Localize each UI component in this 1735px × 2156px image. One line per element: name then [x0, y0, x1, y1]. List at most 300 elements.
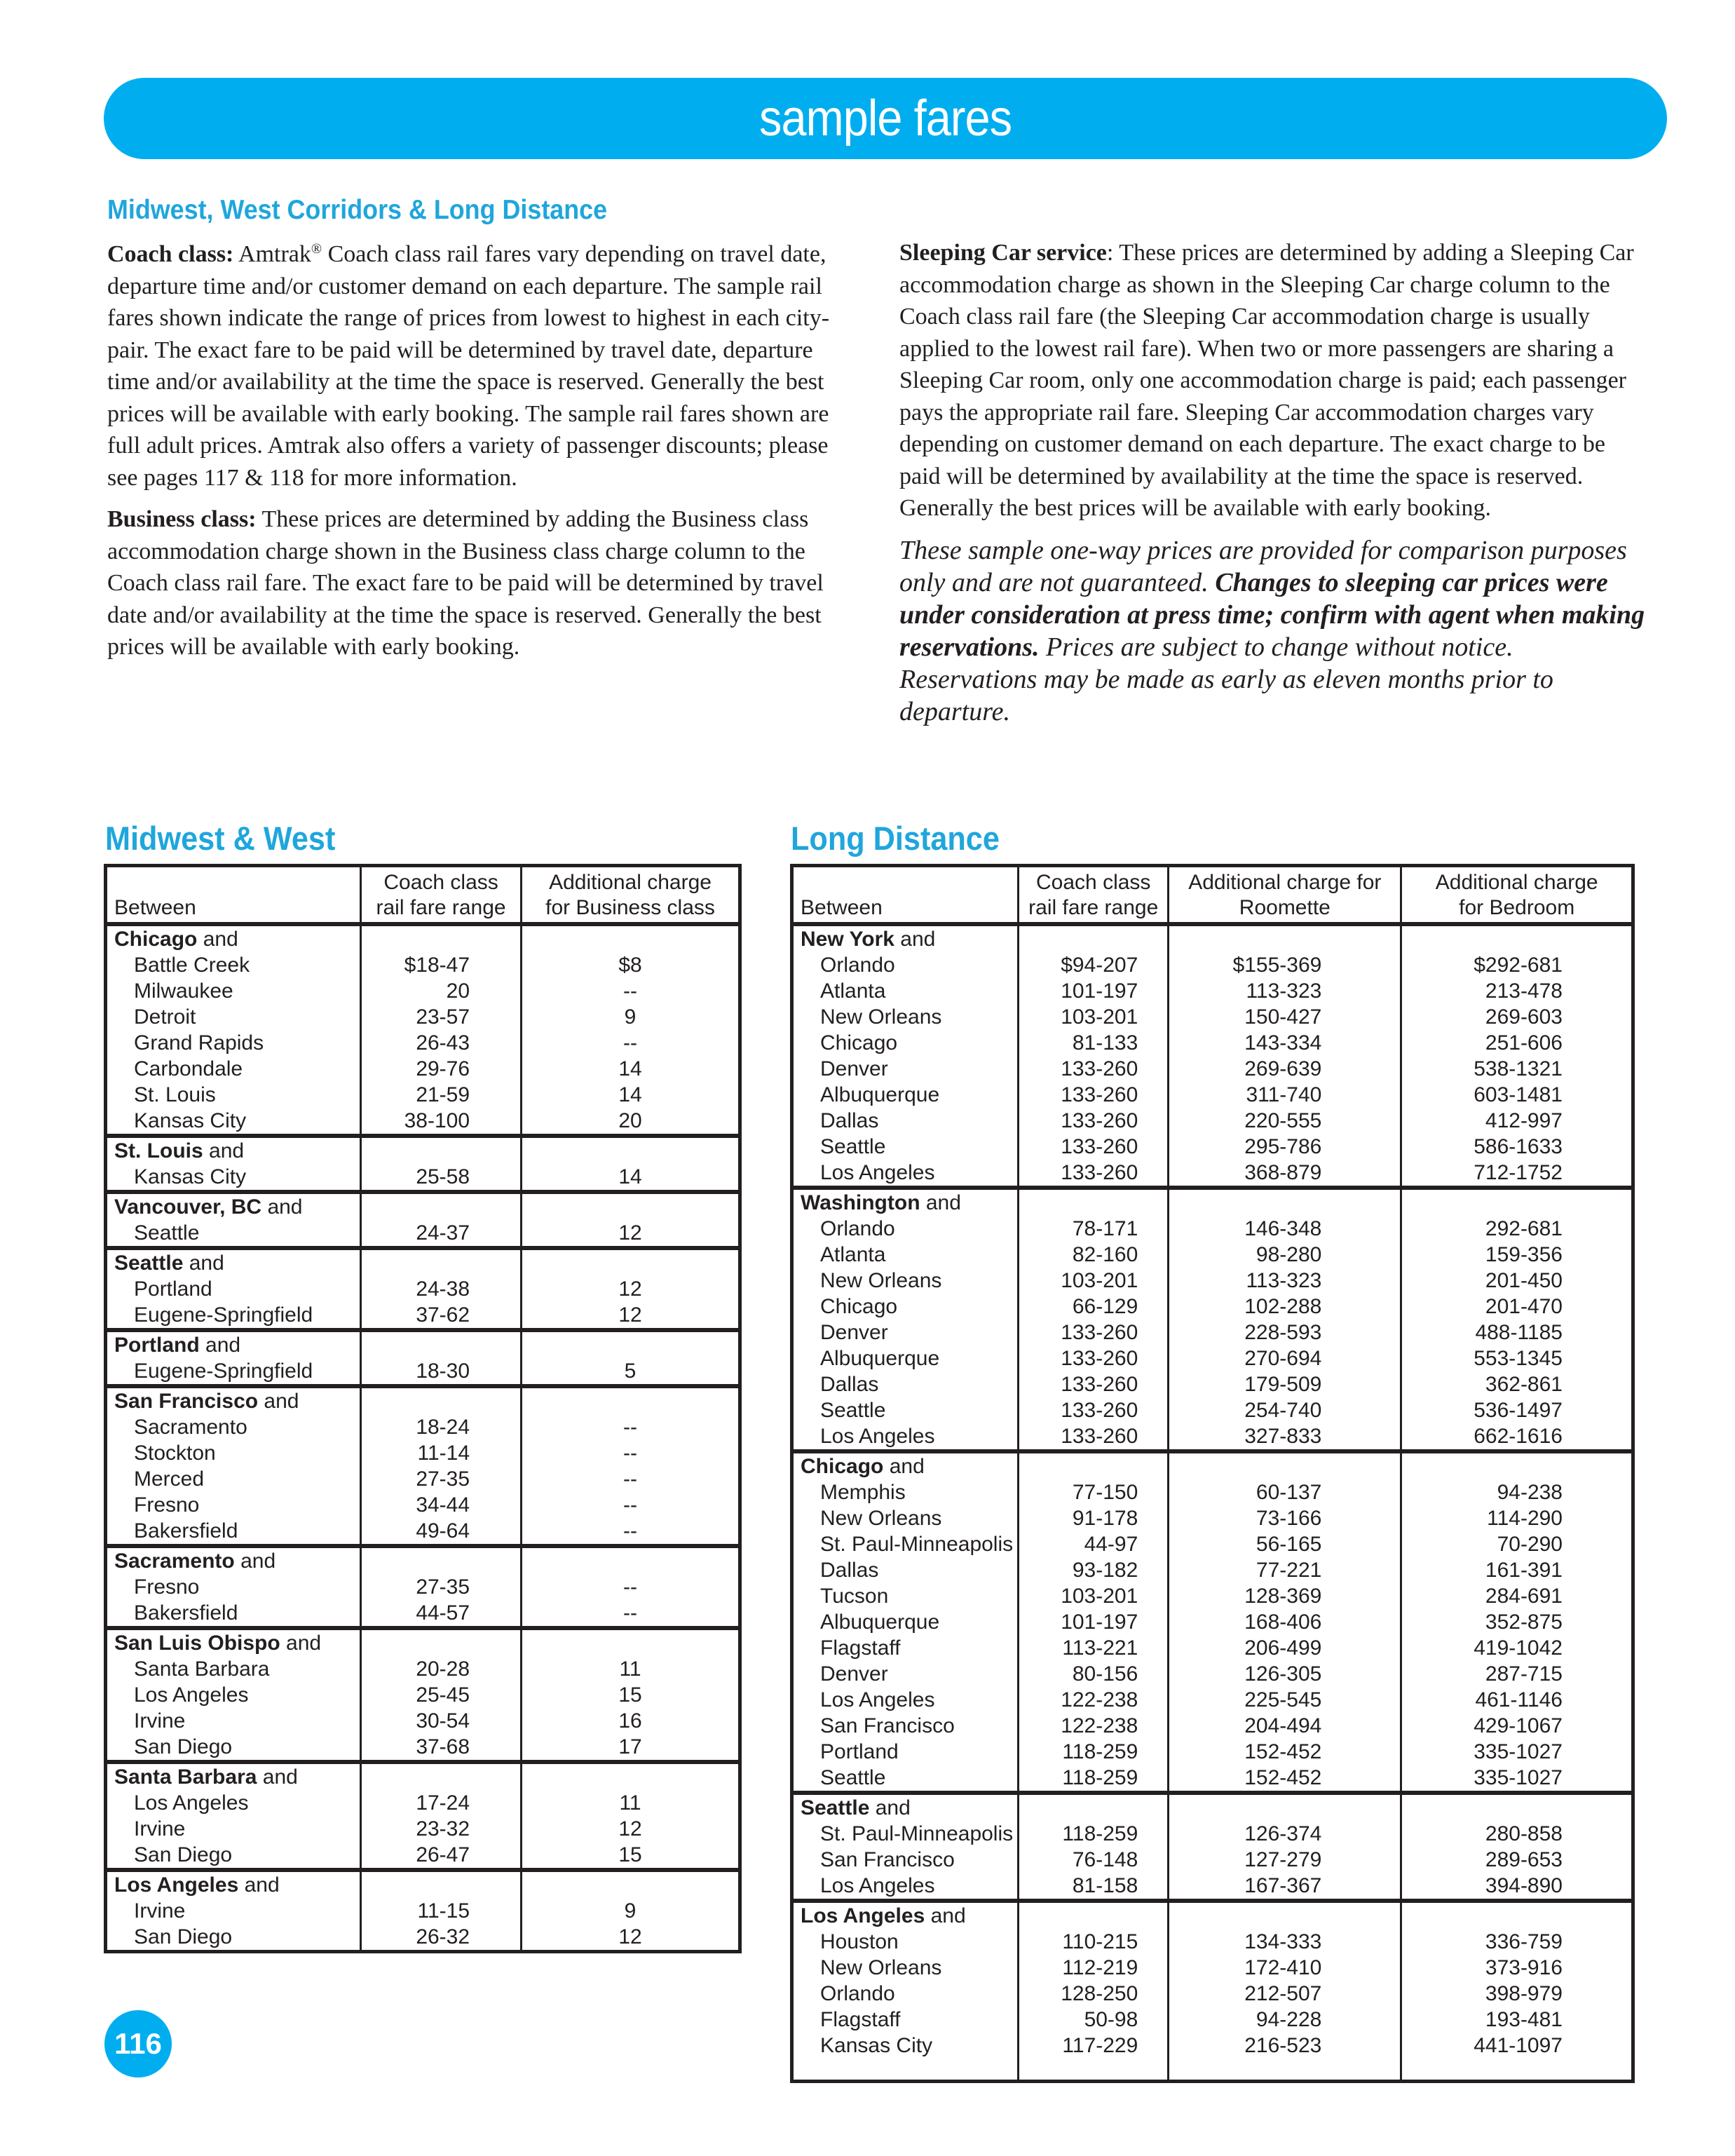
table-row: [792, 1765, 1633, 1793]
roomette-charge-cell: 212-507: [1169, 1981, 1401, 2007]
bedroom-charge-cell: 553-1345: [1401, 1345, 1633, 1371]
midwest-west-fare-table: [104, 864, 742, 1953]
section-heading: Midwest, West Corridors & Long Distance: [107, 195, 608, 225]
destination-city: Denver: [820, 1321, 888, 1344]
bedroom-charge-cell: 441-1097: [1401, 2033, 1633, 2082]
destination-city: Memphis: [820, 1481, 906, 1504]
destination-city: Carbondale: [134, 1057, 243, 1080]
origin-row: [106, 1386, 740, 1414]
coach-fare-cell: 133-260: [1019, 1134, 1169, 1160]
table-row: [106, 1682, 740, 1708]
origin-group: [792, 1901, 1633, 2082]
destination-city: Dallas: [820, 1559, 879, 1582]
bedroom-charge-cell: 159-356: [1401, 1242, 1633, 1268]
roomette-charge-cell: 113-323: [1169, 978, 1401, 1004]
column-header-roomette: Additional charge for Roomette: [1169, 866, 1401, 925]
roomette-charge-cell: 168-406: [1169, 1609, 1401, 1635]
table-row: [106, 1842, 740, 1870]
coach-fare-cell: 133-260: [1019, 1423, 1169, 1451]
coach-fare-cell: 26-43: [361, 1030, 522, 1056]
page-title: sample fares: [758, 90, 1012, 147]
coach-fare-cell: 11-15: [361, 1898, 522, 1924]
coach-fare-cell: 101-197: [1019, 978, 1169, 1004]
table-row: [106, 1082, 740, 1108]
destination-city: New Orleans: [820, 1005, 942, 1029]
origin-row: [106, 1192, 740, 1220]
table-row: [106, 1004, 740, 1030]
table-row: [792, 1268, 1633, 1294]
coach-fare-cell: 122-238: [1019, 1687, 1169, 1713]
table-row: [792, 1713, 1633, 1739]
coach-fare-cell: 118-259: [1019, 1739, 1169, 1765]
roomette-charge-cell: 126-305: [1169, 1661, 1401, 1687]
coach-fare-cell: 26-32: [361, 1924, 522, 1952]
coach-fare-cell: 103-201: [1019, 1583, 1169, 1609]
origin-group: [106, 1192, 740, 1248]
origin-city: Sacramento and: [114, 1550, 276, 1573]
sleeping-car-paragraph: [899, 237, 1649, 524]
coach-fare-cell: 81-158: [1019, 1873, 1169, 1901]
roomette-charge-cell: 126-374: [1169, 1821, 1401, 1847]
bedroom-charge-cell: 284-691: [1401, 1583, 1633, 1609]
business-charge-cell: --: [522, 1030, 740, 1056]
origin-group: [792, 1188, 1633, 1451]
title-banner: [104, 78, 1667, 159]
origin-city: Portland and: [114, 1334, 241, 1357]
origin-city: St. Louis and: [114, 1139, 245, 1162]
origin-city: New York and: [801, 928, 936, 951]
column-header-coach: Coach class rail fare range: [361, 866, 522, 925]
origin-group: [106, 1248, 740, 1330]
table-row: [106, 1656, 740, 1682]
origin-city: Seattle and: [114, 1252, 224, 1275]
table-row: [792, 1423, 1633, 1451]
coach-fare-cell: 103-201: [1019, 1268, 1169, 1294]
coach-fare-cell: 122-238: [1019, 1713, 1169, 1739]
coach-fare-cell: 37-62: [361, 1302, 522, 1330]
roomette-charge-cell: 216-523: [1169, 2033, 1401, 2082]
column-header-business: Additional charge for Business class: [522, 866, 740, 925]
destination-city: San Francisco: [820, 1714, 955, 1737]
business-charge-cell: --: [522, 978, 740, 1004]
destination-city: Eugene-Springfield: [134, 1303, 313, 1327]
bedroom-charge-cell: 352-875: [1401, 1609, 1633, 1635]
coach-fare-cell: 93-182: [1019, 1557, 1169, 1583]
destination-city: Fresno: [134, 1493, 200, 1517]
destination-city: Kansas City: [134, 1165, 247, 1188]
coach-fare-cell: 25-45: [361, 1682, 522, 1708]
bedroom-charge-cell: 335-1027: [1401, 1765, 1633, 1793]
business-charge-cell: --: [522, 1440, 740, 1466]
bedroom-charge-cell: 94-238: [1401, 1479, 1633, 1505]
column-header-bedroom: Additional charge for Bedroom: [1401, 866, 1633, 925]
destination-city: Albuquerque: [820, 1083, 940, 1106]
bedroom-charge-cell: 193-481: [1401, 2007, 1633, 2033]
table-row: [106, 1898, 740, 1924]
table-row: [106, 1574, 740, 1600]
coach-fare-cell: 18-30: [361, 1358, 522, 1386]
roomette-charge-cell: 225-545: [1169, 1687, 1401, 1713]
bedroom-charge-cell: 603-1481: [1401, 1082, 1633, 1108]
destination-city: Merced: [134, 1467, 205, 1491]
destination-city: Houston: [820, 1930, 899, 1953]
table-row: [106, 1440, 740, 1466]
business-charge-cell: 16: [522, 1708, 740, 1734]
table-row: [106, 1108, 740, 1136]
table-row: [792, 1739, 1633, 1765]
long-distance-fare-table: [790, 864, 1635, 2083]
bedroom-charge-cell: 213-478: [1401, 978, 1633, 1004]
bedroom-charge-cell: 289-653: [1401, 1847, 1633, 1873]
business-charge-cell: 15: [522, 1682, 740, 1708]
roomette-charge-cell: 220-555: [1169, 1108, 1401, 1134]
table-row: [106, 1518, 740, 1546]
bedroom-charge-cell: 662-1616: [1401, 1423, 1633, 1451]
business-charge-cell: 5: [522, 1358, 740, 1386]
table-header-row: [106, 866, 740, 925]
coach-fare-cell: 50-98: [1019, 2007, 1169, 2033]
destination-city: Albuquerque: [820, 1347, 940, 1370]
destination-city: Grand Rapids: [134, 1031, 264, 1055]
coach-fare-cell: 103-201: [1019, 1004, 1169, 1030]
bedroom-charge-cell: 335-1027: [1401, 1739, 1633, 1765]
bedroom-charge-cell: 362-861: [1401, 1371, 1633, 1397]
business-class-paragraph: [107, 503, 850, 663]
coach-fare-cell: 133-260: [1019, 1320, 1169, 1345]
origin-city: Washington and: [801, 1191, 961, 1214]
business-charge-cell: 17: [522, 1734, 740, 1762]
coach-fare-cell: 30-54: [361, 1708, 522, 1734]
table-header-row: [792, 866, 1633, 925]
business-class-text: These prices are determined by adding the Business class accommodation charge shown in the Business class charge column to the Coach class rail fare. The exact fare to be paid will be determined by travel date and/or availability at the time the space is reserved. Generally the best prices will be available with early booking.: [107, 506, 824, 660]
origin-city: Chicago and: [114, 928, 238, 951]
table-row: [792, 1505, 1633, 1531]
coach-class-text: Coach class rail fares vary depending on travel date, departure time and/or customer demand on each departure. The sample rail fares shown indicate the range of prices from lowest to highest in each city-pair. The exact fare to be paid will be determined by travel date, departure time and/or availability at the time the space is reserved. Generally the best prices will be available with early booking. The sample rail fares shown are full adult prices. Amtrak also offers a variety of passenger discounts; please see pages 117 & 118 for more information.: [107, 241, 830, 491]
origin-city: Los Angeles and: [114, 1873, 280, 1897]
origin-city: Los Angeles and: [801, 1904, 966, 1927]
table-row: [792, 1847, 1633, 1873]
origin-city: Seattle and: [801, 1796, 911, 1819]
origin-group: [106, 1870, 740, 1952]
destination-city: Santa Barbara: [134, 1657, 270, 1681]
business-charge-cell: 14: [522, 1056, 740, 1082]
destination-city: Atlanta: [820, 1243, 886, 1266]
coach-fare-cell: 112-219: [1019, 1955, 1169, 1981]
bedroom-charge-cell: 114-290: [1401, 1505, 1633, 1531]
sleeping-car-label: Sleeping Car service: [899, 240, 1107, 266]
table-row: [792, 1557, 1633, 1583]
destination-city: Los Angeles: [134, 1683, 249, 1707]
bedroom-charge-cell: 280-858: [1401, 1821, 1633, 1847]
roomette-charge-cell: 128-369: [1169, 1583, 1401, 1609]
table-row: [792, 1030, 1633, 1056]
roomette-charge-cell: 60-137: [1169, 1479, 1401, 1505]
origin-city: San Francisco and: [114, 1390, 299, 1413]
roomette-charge-cell: 94-228: [1169, 2007, 1401, 2033]
bedroom-charge-cell: 70-290: [1401, 1531, 1633, 1557]
table-row: [792, 1531, 1633, 1557]
bedroom-charge-cell: 336-759: [1401, 1929, 1633, 1955]
table-row: [792, 1216, 1633, 1242]
page-number: 116: [114, 2027, 162, 2060]
table-row: [792, 1056, 1633, 1082]
origin-city: Santa Barbara and: [114, 1765, 298, 1789]
origin-row: [792, 924, 1633, 952]
bedroom-charge-cell: 287-715: [1401, 1661, 1633, 1687]
bedroom-charge-cell: 201-470: [1401, 1294, 1633, 1320]
midwest-west-title: Midwest & West: [105, 820, 336, 857]
destination-city: St. Louis: [134, 1083, 216, 1106]
origin-row: [106, 1628, 740, 1656]
table-row: [792, 1371, 1633, 1397]
roomette-charge-cell: 327-833: [1169, 1423, 1401, 1451]
destination-city: Fresno: [134, 1575, 200, 1599]
coach-fare-cell: 38-100: [361, 1108, 522, 1136]
bedroom-charge-cell: 373-916: [1401, 1955, 1633, 1981]
business-charge-cell: --: [522, 1466, 740, 1492]
coach-fare-cell: 91-178: [1019, 1505, 1169, 1531]
origin-row: [106, 1248, 740, 1276]
disclaimer-note: [899, 534, 1649, 728]
roomette-charge-cell: 368-879: [1169, 1160, 1401, 1188]
business-charge-cell: --: [522, 1414, 740, 1440]
destination-city: Irvine: [134, 1709, 186, 1733]
table-row: [792, 2033, 1633, 2082]
origin-row: [792, 1451, 1633, 1479]
table-row: [106, 1924, 740, 1952]
business-charge-cell: 12: [522, 1302, 740, 1330]
coach-fare-cell: $94-207: [1019, 952, 1169, 978]
table-row: [792, 1004, 1633, 1030]
table-row: [106, 1164, 740, 1192]
destination-city: Eugene-Springfield: [134, 1360, 313, 1383]
business-charge-cell: 15: [522, 1842, 740, 1870]
table-row: [792, 1294, 1633, 1320]
business-charge-cell: --: [522, 1600, 740, 1628]
bedroom-charge-cell: 586-1633: [1401, 1134, 1633, 1160]
table-row: [792, 1981, 1633, 2007]
column-header-coach: Coach class rail fare range: [1019, 866, 1169, 925]
roomette-charge-cell: 127-279: [1169, 1847, 1401, 1873]
destination-city: Kansas City: [134, 1109, 247, 1132]
business-charge-cell: 12: [522, 1276, 740, 1302]
destination-city: Chicago: [820, 1031, 898, 1055]
coach-fare-cell: 49-64: [361, 1518, 522, 1546]
origin-row: [106, 1870, 740, 1898]
destination-city: San Diego: [134, 1735, 233, 1758]
origin-group: [106, 1386, 740, 1546]
coach-fare-cell: 23-57: [361, 1004, 522, 1030]
destination-city: Albuquerque: [820, 1611, 940, 1634]
table-row: [792, 1320, 1633, 1345]
coach-fare-cell: 128-250: [1019, 1981, 1169, 2007]
roomette-charge-cell: 150-427: [1169, 1004, 1401, 1030]
destination-city: San Francisco: [820, 1848, 955, 1871]
destination-city: Seattle: [820, 1766, 886, 1789]
disclaimer-bold: Changes to sleeping car prices were under consideration at press time; confirm with agent when making reservations.: [899, 567, 1645, 662]
coach-fare-cell: 80-156: [1019, 1661, 1169, 1687]
coach-fare-cell: 133-260: [1019, 1160, 1169, 1188]
origin-group: [792, 1793, 1633, 1901]
coach-fare-cell: 23-32: [361, 1816, 522, 1842]
business-charge-cell: --: [522, 1574, 740, 1600]
destination-city: New Orleans: [820, 1507, 942, 1530]
destination-city: Irvine: [134, 1899, 186, 1923]
coach-fare-cell: 133-260: [1019, 1397, 1169, 1423]
table-row: [792, 2007, 1633, 2033]
table-row: [792, 1873, 1633, 1901]
destination-city: Los Angeles: [134, 1791, 249, 1815]
destination-city: Kansas City: [820, 2034, 933, 2057]
roomette-charge-cell: 98-280: [1169, 1242, 1401, 1268]
coach-fare-cell: 24-38: [361, 1276, 522, 1302]
table-row: [792, 1821, 1633, 1847]
bedroom-charge-cell: 429-1067: [1401, 1713, 1633, 1739]
business-class-label: Business class:: [107, 506, 257, 532]
table-row: [792, 1661, 1633, 1687]
long-distance-title: Long Distance: [791, 820, 1000, 857]
table-row: [792, 978, 1633, 1004]
coach-fare-cell: 133-260: [1019, 1345, 1169, 1371]
bedroom-charge-cell: 394-890: [1401, 1873, 1633, 1901]
coach-fare-cell: 133-260: [1019, 1056, 1169, 1082]
table-row: [106, 1220, 740, 1248]
destination-city: Bakersfield: [134, 1519, 238, 1543]
destination-city: New Orleans: [820, 1269, 942, 1292]
destination-city: Flagstaff: [820, 2008, 901, 2031]
table-row: [792, 1345, 1633, 1371]
roomette-charge-cell: 254-740: [1169, 1397, 1401, 1423]
table-row: [106, 1734, 740, 1762]
table-row: [792, 952, 1633, 978]
destination-city: Sacramento: [134, 1416, 247, 1439]
coach-fare-cell: 118-259: [1019, 1821, 1169, 1847]
destination-city: Los Angeles: [820, 1874, 935, 1897]
origin-group: [792, 924, 1633, 1188]
destination-city: Dallas: [820, 1373, 879, 1396]
column-header-between: Between: [106, 866, 361, 925]
coach-fare-cell: 11-14: [361, 1440, 522, 1466]
table-row: [106, 978, 740, 1004]
destination-city: Orlando: [820, 1217, 895, 1240]
coach-fare-cell: 101-197: [1019, 1609, 1169, 1635]
coach-fare-cell: 27-35: [361, 1466, 522, 1492]
business-charge-cell: 9: [522, 1898, 740, 1924]
origin-group: [106, 924, 740, 1136]
sleeping-car-text: : These prices are determined by adding a Sleeping Car accommodation charge as shown in the Sleeping Car charge column to the Coach class rail fare (the Sleeping Car accommodation charge is usually applied to the lowest rail fare). When two or more passengers are sharing a Sleeping Car room, only one accommodation charge is paid; each passenger pays the appropriate rail fare. Sleeping Car accommodation charges vary depending on customer demand on each departure. The exact charge to be paid will be determined by availability at the time the space is reserved. Generally the best prices will be available with early booking.: [899, 240, 1634, 521]
table-row: [792, 1082, 1633, 1108]
table-row: [792, 1635, 1633, 1661]
roomette-charge-cell: 113-323: [1169, 1268, 1401, 1294]
origin-row: [106, 924, 740, 952]
destination-city: Tucson: [820, 1585, 889, 1608]
roomette-charge-cell: 73-166: [1169, 1505, 1401, 1531]
destination-city: San Diego: [134, 1925, 233, 1948]
business-charge-cell: 11: [522, 1790, 740, 1816]
coach-fare-cell: 133-260: [1019, 1082, 1169, 1108]
roomette-charge-cell: 102-288: [1169, 1294, 1401, 1320]
bedroom-charge-cell: 251-606: [1401, 1030, 1633, 1056]
business-charge-cell: 12: [522, 1924, 740, 1952]
coach-fare-cell: 27-35: [361, 1574, 522, 1600]
coach-class-paragraph: [107, 238, 850, 494]
table-row: [106, 1056, 740, 1082]
origin-group: [106, 1330, 740, 1386]
bedroom-charge-cell: 292-681: [1401, 1216, 1633, 1242]
origin-row: [106, 1762, 740, 1790]
coach-class-label: Coach class:: [107, 241, 234, 267]
coach-fare-cell: 26-47: [361, 1842, 522, 1870]
destination-city: Battle Creek: [134, 954, 250, 977]
destination-city: Los Angeles: [820, 1688, 935, 1711]
table-row: [106, 1466, 740, 1492]
page-number-badge: [104, 2010, 172, 2077]
table-row: [106, 1414, 740, 1440]
coach-fare-cell: 133-260: [1019, 1108, 1169, 1134]
coach-fare-cell: 29-76: [361, 1056, 522, 1082]
table-row: [106, 1816, 740, 1842]
bedroom-charge-cell: 461-1146: [1401, 1687, 1633, 1713]
roomette-charge-cell: 172-410: [1169, 1955, 1401, 1981]
origin-group: [106, 1628, 740, 1762]
table-row: [792, 1397, 1633, 1423]
destination-city: Portland: [134, 1277, 212, 1301]
business-charge-cell: --: [522, 1492, 740, 1518]
coach-fare-cell: 21-59: [361, 1082, 522, 1108]
origin-city: San Luis Obispo and: [114, 1632, 322, 1655]
destination-city: Bakersfield: [134, 1601, 238, 1625]
table-row: [792, 1687, 1633, 1713]
origin-city: Vancouver, BC and: [114, 1195, 303, 1219]
business-charge-cell: 20: [522, 1108, 740, 1136]
table-row: [792, 1134, 1633, 1160]
destination-city: Orlando: [820, 954, 895, 977]
roomette-charge-cell: 270-694: [1169, 1345, 1401, 1371]
coach-fare-cell: 118-259: [1019, 1765, 1169, 1793]
roomette-charge-cell: 311-740: [1169, 1082, 1401, 1108]
business-charge-cell: 12: [522, 1220, 740, 1248]
coach-fare-cell: 20: [361, 978, 522, 1004]
destination-city: New Orleans: [820, 1956, 942, 1979]
table-row: [106, 952, 740, 978]
destination-city: Portland: [820, 1740, 899, 1763]
coach-fare-cell: 44-57: [361, 1600, 522, 1628]
coach-fare-cell: 25-58: [361, 1164, 522, 1192]
table-row: [106, 1600, 740, 1628]
origin-row: [792, 1793, 1633, 1821]
coach-fare-cell: 82-160: [1019, 1242, 1169, 1268]
coach-fare-cell: 117-229: [1019, 2033, 1169, 2082]
bedroom-charge-cell: 269-603: [1401, 1004, 1633, 1030]
roomette-charge-cell: 228-593: [1169, 1320, 1401, 1345]
bedroom-charge-cell: 419-1042: [1401, 1635, 1633, 1661]
origin-row: [106, 1546, 740, 1574]
roomette-charge-cell: 143-334: [1169, 1030, 1401, 1056]
coach-fare-cell: 17-24: [361, 1790, 522, 1816]
roomette-charge-cell: 179-509: [1169, 1371, 1401, 1397]
destination-city: Seattle: [820, 1135, 886, 1158]
destination-city: Dallas: [820, 1109, 879, 1132]
roomette-charge-cell: $155-369: [1169, 952, 1401, 978]
origin-row: [106, 1136, 740, 1164]
business-charge-cell: 9: [522, 1004, 740, 1030]
destination-city: Flagstaff: [820, 1636, 901, 1660]
table-row: [106, 1276, 740, 1302]
coach-fare-cell: 133-260: [1019, 1371, 1169, 1397]
table-row: [792, 1108, 1633, 1134]
roomette-charge-cell: 77-221: [1169, 1557, 1401, 1583]
table-row: [792, 1242, 1633, 1268]
